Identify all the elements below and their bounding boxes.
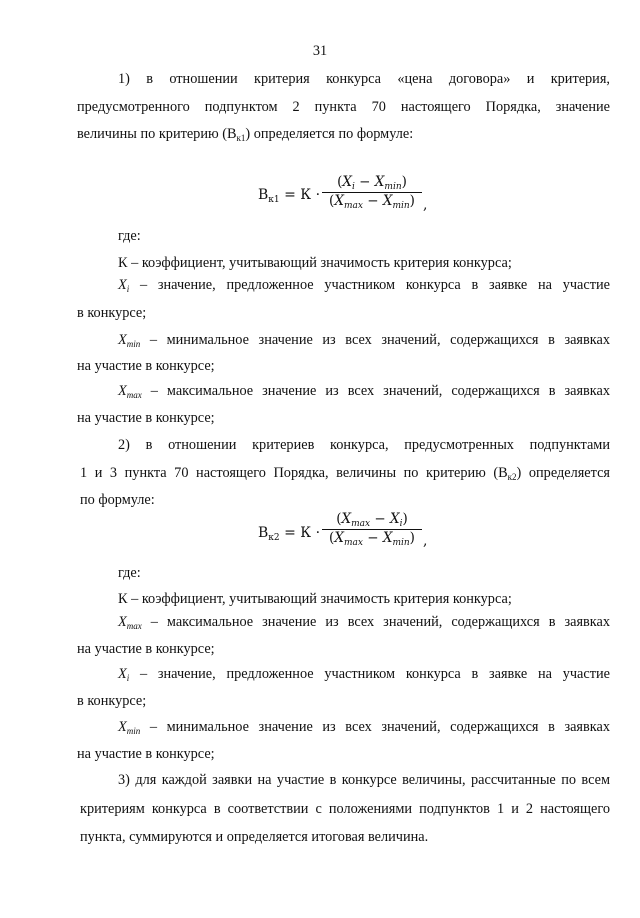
formula-2-fraction [322, 511, 422, 548]
formula-1-comma: , [423, 197, 428, 213]
paragraph-2-line-2: 1 и 3 пункта 70 настоящего Порядка, величины по критерию $(В_{к2})$ определяется [80, 465, 610, 482]
where-label-1: где: [118, 228, 141, 244]
def2-xmax-line-2: на участие в конкурсе; [77, 641, 215, 657]
def2-xi-line-2: в конкурсе; [77, 693, 147, 709]
paragraph-1-line-1: 1) в отношении критерия конкурса «цена договора» и критерия, [118, 71, 610, 87]
formula-1-fraction [322, 174, 422, 211]
def2-xmin-line-1: $X_{min}$ – минимальное значение из всех значений, содержащихся в заявках [118, 719, 610, 736]
def1-xmax-line-1: $X_{max}$ – максимальное значение из всех значений, содержащихся в заявках [118, 383, 610, 400]
formula-1-lhs: $В_{к1} = К$ · [258, 187, 321, 205]
paragraph-3-line-1: 3) для каждой заявки на участие в конкурсе величины, рассчитанные по всем [118, 772, 610, 788]
def1-k: К – коэффициент, учитывающий значимость критерия конкурса; [118, 255, 512, 271]
def2-xi-line-1: $X_i$ – значение, предложенное участником конкурса в заявке на участие [118, 666, 610, 683]
def1-xi-line-1: $X_i$ – значение, предложенное участником конкурса в заявке на участие [118, 277, 610, 294]
where-label-2: где: [118, 565, 141, 581]
paragraph-2-line-1: 2) в отношении критериев конкурса, предусмотренных подпунктами [118, 437, 610, 453]
page-number: 31 [312, 43, 328, 59]
paragraph-1-line-2: предусмотренного подпунктом 2 пункта 70 настоящего Порядка, значение [77, 99, 610, 115]
def1-xmax-line-2: на участие в конкурсе; [77, 410, 215, 426]
paragraph-3-line-2: критериям конкурса в соответствии с положениями подпунктов 1 и 2 настоящего [80, 801, 610, 817]
formula-2-lhs: $В_{к2} = К$ · [258, 525, 321, 543]
def2-k: К – коэффициент, учитывающий значимость критерия конкурса; [118, 591, 512, 607]
def2-xmin-line-2: на участие в конкурсе; [77, 746, 215, 762]
def1-xmin-line-2: на участие в конкурсе; [77, 358, 215, 374]
formula-1-denominator: $(X_{max} - X_{min})$ [329, 193, 415, 211]
def2-xmax-line-1: $X_{max}$ – максимальное значение из всех значений, содержащихся в заявках [118, 614, 610, 631]
formula-2-denominator: $(X_{max} - X_{min})$ [329, 530, 415, 548]
def1-xmin-line-1: $X_{min}$ – минимальное значение из всех значений, содержащихся в заявках [118, 332, 610, 349]
paragraph-3-line-3: пункта, суммируются и определяется итоговая величина. [80, 829, 429, 845]
paragraph-2-line-3: по формуле: [80, 492, 155, 508]
formula-2-numerator: $(X_{max} - X_i)$ [336, 511, 408, 529]
formula-2-comma: , [423, 533, 428, 549]
def1-xi-line-2: в конкурсе; [77, 305, 147, 321]
formula-1-numerator: $(X_i - X_{min})$ [337, 174, 407, 192]
paragraph-1-line-3: величины по критерию $(В_{к1})$ определяется по формуле: [77, 126, 414, 143]
